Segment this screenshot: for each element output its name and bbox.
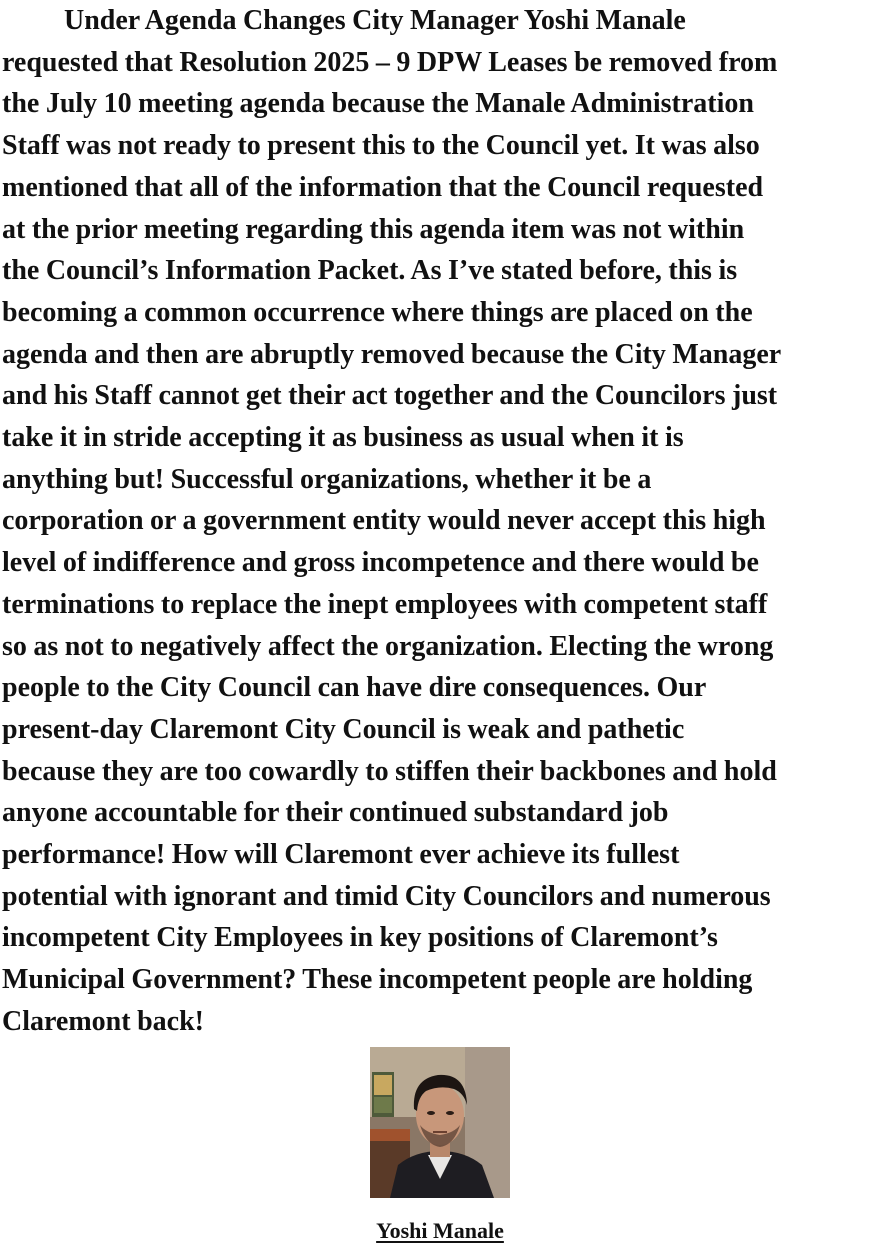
article-line: anyone accountable for their continued substandard job <box>2 797 669 829</box>
article-line: becoming a common occurrence where things are placed on the <box>2 296 753 328</box>
article-line: Staff was not ready to present this to the Council yet. It was also <box>2 130 760 162</box>
article-line: corporation or a government entity would never accept this high <box>2 505 766 537</box>
article-line: at the prior meeting regarding this agenda item was not within <box>2 213 745 245</box>
article-line: present-day Claremont City Council is weak and pathetic <box>2 713 685 745</box>
article-line: performance! How will Claremont ever achieve its fullest <box>2 839 680 871</box>
article-line: Under Agenda Changes City Manager Yoshi Manale <box>64 5 686 36</box>
portrait-photo <box>370 1047 510 1198</box>
article-line: potential with ignorant and timid City Councilors and numerous <box>2 880 771 912</box>
article-line: take it in stride accepting it as business as usual when it is <box>2 422 684 454</box>
article-line: level of indifference and gross incompetence and there would be <box>2 547 759 579</box>
caption-name: Yoshi Manale <box>376 1218 504 1243</box>
article-line: agenda and then are abruptly removed because the City Manager <box>2 338 782 370</box>
article-line: mentioned that all of the information that the Council requested <box>2 171 764 203</box>
article-line: the July 10 meeting agenda because the Manale Administration <box>2 88 754 120</box>
article-line: and his Staff cannot get their act together and the Councilors just <box>2 380 778 412</box>
article-line: terminations to replace the inept employees with competent staff <box>2 588 768 620</box>
article-line: Municipal Government? These incompetent people are holding <box>2 964 753 996</box>
article-line: Claremont back! <box>2 1005 204 1037</box>
article-line: anything but! Successful organizations, whether it be a <box>2 463 652 495</box>
article-line: people to the City Council can have dire consequences. Our <box>2 672 707 704</box>
portrait-illustration <box>370 1047 510 1198</box>
photo-caption <box>0 1217 880 1245</box>
article-line: so as not to negatively affect the organization. Electing the wrong <box>2 630 774 662</box>
article-line: incompetent City Employees in key positions of Claremont’s <box>2 922 718 954</box>
article-line: because they are too cowardly to stiffen their backbones and hold <box>2 755 777 787</box>
article-line: requested that Resolution 2025 – 9 DPW Leases be removed from <box>2 46 778 78</box>
article-line: the Council’s Information Packet. As I’ve stated before, this is <box>2 255 738 287</box>
